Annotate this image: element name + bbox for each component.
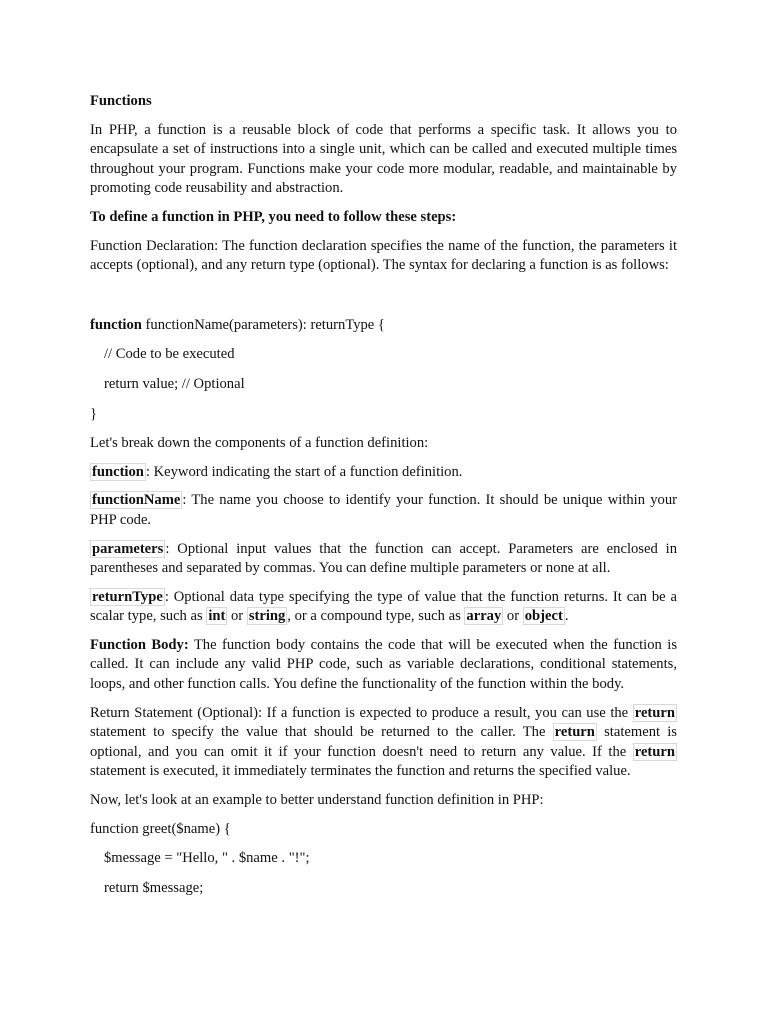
returntype-or-2: or	[503, 608, 523, 625]
return-part-3: statement is optional, and you can omit it if your function doesn't need to return any value. If the	[90, 724, 677, 760]
term-parameters: parameters	[92, 540, 164, 557]
syntax-close-brace: }	[90, 405, 98, 422]
syntax-comment-line: // Code to be executed	[104, 346, 235, 363]
breakdown-intro: Let's break down the components of a function definition:	[90, 435, 429, 452]
document-body	[90, 92, 677, 908]
component-returntype	[90, 588, 677, 627]
term-function: function	[92, 463, 144, 480]
return-part-1: Return Statement (Optional): If a function is expected to produce a result, you can use the	[90, 704, 633, 721]
syntax-keyword: function	[90, 316, 142, 333]
returntype-desc-a: : Optional data type specifying the type of value that the function returns. It can be a scalar type, such as	[90, 588, 677, 625]
return-part-2: statement to specify the value that should be returned to the caller. The	[90, 724, 553, 741]
kw-array: array	[466, 608, 502, 625]
kw-object: object	[524, 608, 563, 625]
kw-string: string	[248, 608, 286, 625]
component-function-desc: : Keyword indicating the start of a function definition.	[145, 463, 463, 480]
component-function	[90, 463, 677, 483]
example-line-3: return $message;	[104, 879, 204, 896]
return-part-4: statement is executed, it immediately terminates the function and returns the specified value.	[90, 763, 631, 780]
example-line-1: function greet($name) {	[90, 820, 231, 837]
component-functionname-desc: : The name you choose to identify your function. It should be unique within your PHP code.	[90, 492, 677, 528]
example-line-2: $message = "Hello, " . $name . "!";	[104, 850, 310, 867]
syntax-return-line: return value; // Optional	[104, 375, 245, 392]
syntax-signature	[90, 316, 677, 336]
component-parameters-desc: : Optional input values that the function can accept. Parameters are enclosed in parentheses and separated by commas. You can define multiple parameters or none at all.	[90, 540, 677, 577]
page-title: Functions	[90, 93, 152, 109]
term-functionname: functionName	[92, 492, 181, 509]
example-intro: Now, let's look at an example to better understand function definition in PHP:	[90, 792, 544, 809]
return-statement-paragraph	[90, 704, 677, 782]
intro-paragraph: In PHP, a function is a reusable block of code that performs a specific task. It allows you to encapsulate a set of instructions into a single unit, which can be called and executed multiple times throughout your program. Functions make your code more modular, readable, and maintainable by promoting code reusability and abstraction.	[90, 121, 677, 197]
function-body-text: The function body contains the code that will be executed when the function is called. It can include any valid PHP code, such as variable declarations, conditional statements, loops, and other function calls. You define the functionality of the function within the body.	[90, 636, 677, 693]
kw-return-1: return	[634, 704, 675, 721]
function-body-label: Function Body:	[90, 636, 189, 653]
spacer	[90, 276, 677, 316]
declaration-paragraph: Function Declaration: The function declaration specifies the name of the function, the parameters it accepts (optional), and any return type (optional). The syntax for declaring a function is as follows:	[90, 237, 677, 274]
kw-return-3: return	[634, 743, 675, 760]
steps-heading: To define a function in PHP, you need to follow these steps:	[90, 208, 457, 225]
kw-int: int	[208, 608, 226, 625]
function-body-paragraph	[90, 636, 677, 695]
returntype-end: .	[564, 608, 569, 625]
component-functionname	[90, 491, 677, 530]
term-returntype: returnType	[92, 588, 163, 605]
component-parameters	[90, 540, 677, 579]
kw-return-2: return	[554, 724, 595, 741]
returntype-or-1: or	[227, 608, 247, 625]
syntax-signature-text: functionName(parameters): returnType {	[141, 316, 385, 333]
returntype-desc-b: , or a compound type, such as	[287, 608, 465, 625]
